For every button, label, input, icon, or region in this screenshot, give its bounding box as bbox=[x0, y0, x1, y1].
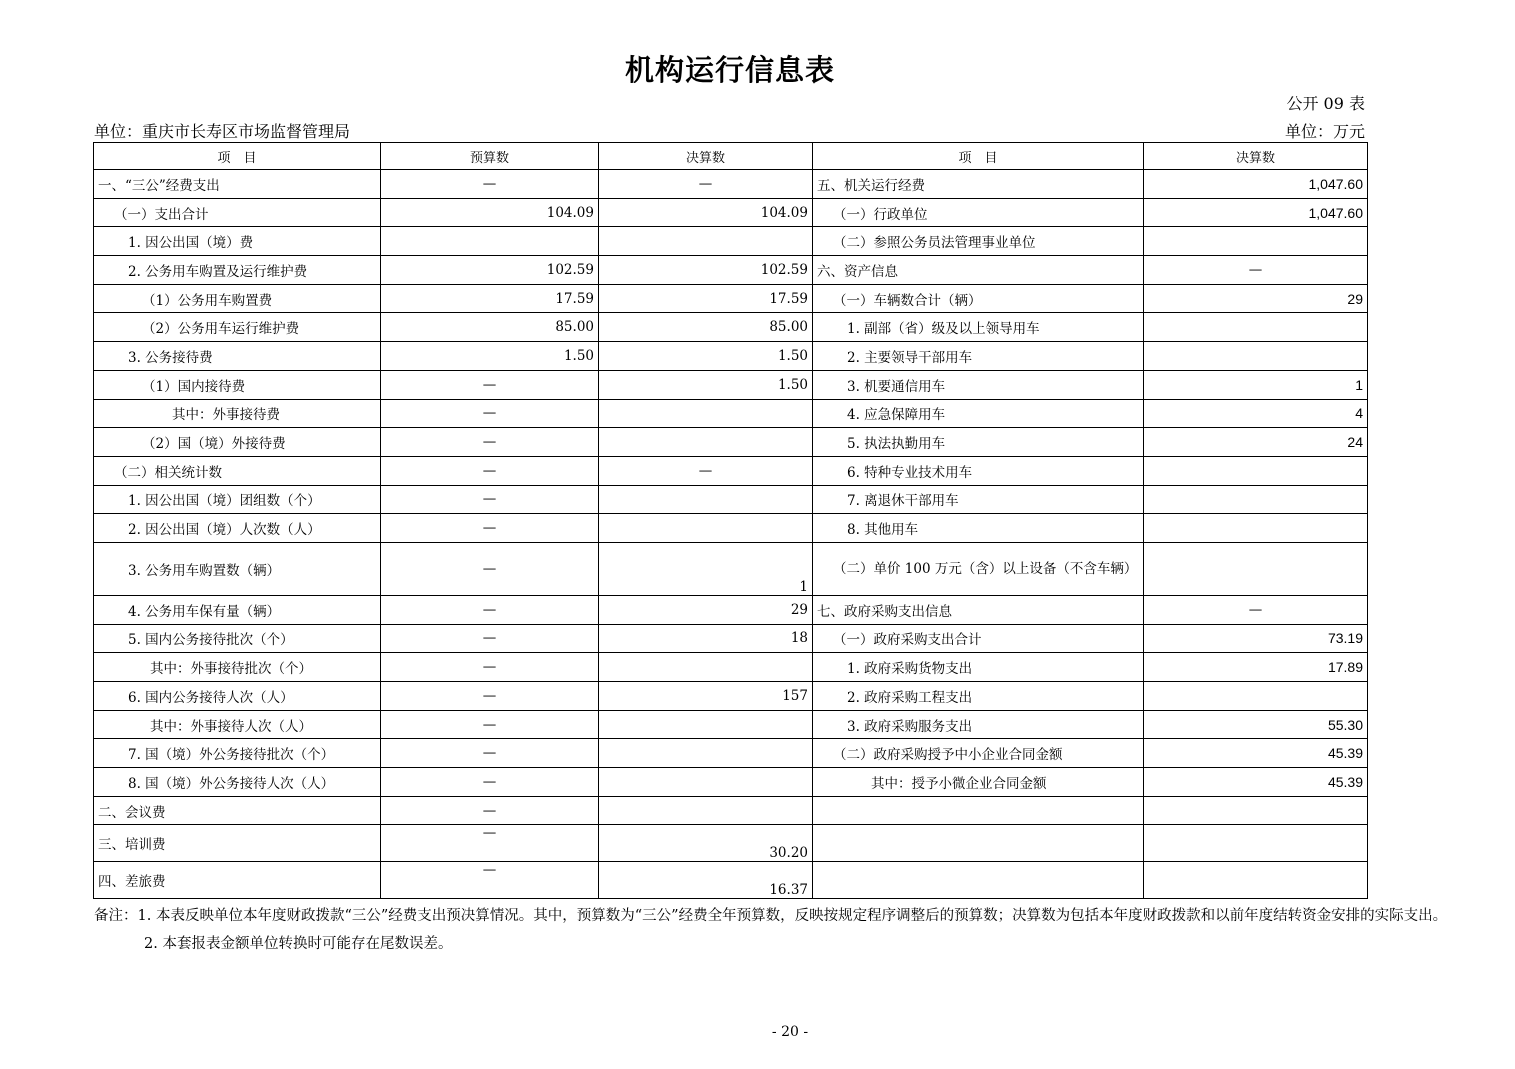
final-value-right bbox=[1144, 542, 1368, 595]
table-header-row bbox=[94, 143, 1368, 170]
item-label-right: 5. 执法执勤用车 bbox=[813, 428, 1144, 457]
item-label-right bbox=[813, 796, 1144, 825]
final-value bbox=[599, 227, 813, 256]
final-value: 17.59 bbox=[599, 284, 813, 313]
final-value bbox=[599, 796, 813, 825]
final-value-right bbox=[1144, 342, 1368, 371]
item-label-right: 3. 政府采购服务支出 bbox=[813, 710, 1144, 739]
table-row bbox=[94, 170, 1368, 199]
budget-value: — bbox=[381, 796, 599, 825]
item-label: 其中：外事接待批次（个） bbox=[94, 653, 381, 682]
table-row bbox=[94, 542, 1368, 595]
final-value bbox=[599, 710, 813, 739]
item-label: （二）相关统计数 bbox=[94, 456, 381, 485]
item-label: 1. 因公出国（境）费 bbox=[94, 227, 381, 256]
item-label-right: 1. 政府采购货物支出 bbox=[813, 653, 1144, 682]
final-value-right: 1 bbox=[1144, 370, 1368, 399]
table-row bbox=[94, 825, 1368, 862]
final-value-right: — bbox=[1144, 256, 1368, 285]
item-label: （1）国内接待费 bbox=[94, 370, 381, 399]
item-label: 4. 公务用车保有量（辆） bbox=[94, 595, 381, 624]
table-row bbox=[94, 768, 1368, 797]
table-row bbox=[94, 370, 1368, 399]
final-value-right: 73.19 bbox=[1144, 624, 1368, 653]
table-row bbox=[94, 653, 1368, 682]
organization-unit: 单位：重庆市长寿区市场监督管理局 bbox=[94, 122, 351, 141]
item-label: 2. 因公出国（境）人次数（人） bbox=[94, 514, 381, 543]
budget-value: — bbox=[381, 514, 599, 543]
item-label-right bbox=[813, 862, 1144, 899]
final-value-right: 45.39 bbox=[1144, 739, 1368, 768]
budget-value: — bbox=[381, 624, 599, 653]
item-label-right: 3. 机要通信用车 bbox=[813, 370, 1144, 399]
final-value bbox=[599, 739, 813, 768]
item-label: （1）公务用车购置费 bbox=[94, 284, 381, 313]
budget-value: — bbox=[381, 768, 599, 797]
header-budget: 预算数 bbox=[381, 143, 599, 170]
item-label: （2）国（境）外接待费 bbox=[94, 428, 381, 457]
final-value: 1.50 bbox=[599, 342, 813, 371]
item-label: 3. 公务接待费 bbox=[94, 342, 381, 371]
item-label-right: 2. 主要领导干部用车 bbox=[813, 342, 1144, 371]
header-item: 项 目 bbox=[94, 143, 381, 170]
final-value: 18 bbox=[599, 624, 813, 653]
operation-info-table bbox=[93, 142, 1368, 899]
final-value-right bbox=[1144, 456, 1368, 485]
note-2: 2. 本套报表金额单位转换时可能存在尾数误差。 bbox=[144, 936, 453, 952]
table-row bbox=[94, 399, 1368, 428]
budget-value: 102.59 bbox=[381, 256, 599, 285]
header-item-right: 项 目 bbox=[813, 143, 1144, 170]
budget-value: — bbox=[381, 825, 599, 862]
final-value: — bbox=[599, 170, 813, 199]
item-label-right: 2. 政府采购工程支出 bbox=[813, 682, 1144, 711]
budget-value: — bbox=[381, 542, 599, 595]
final-value bbox=[599, 768, 813, 797]
table-row bbox=[94, 284, 1368, 313]
item-label: 5. 国内公务接待批次（个） bbox=[94, 624, 381, 653]
final-value bbox=[599, 653, 813, 682]
item-label-right: （二）政府采购授予中小企业合同金额 bbox=[813, 739, 1144, 768]
item-label: 6. 国内公务接待人次（人） bbox=[94, 682, 381, 711]
final-value bbox=[599, 428, 813, 457]
final-value-right: 45.39 bbox=[1144, 768, 1368, 797]
budget-value: — bbox=[381, 682, 599, 711]
item-label-right: （一）政府采购支出合计 bbox=[813, 624, 1144, 653]
final-value-right: 24 bbox=[1144, 428, 1368, 457]
final-value: 102.59 bbox=[599, 256, 813, 285]
final-value-right bbox=[1144, 485, 1368, 514]
final-value bbox=[599, 485, 813, 514]
currency-unit: 单位：万元 bbox=[1284, 122, 1365, 141]
final-value-right: 1,047.60 bbox=[1144, 170, 1368, 199]
final-value-right bbox=[1144, 862, 1368, 899]
final-value bbox=[599, 514, 813, 543]
table-row bbox=[94, 256, 1368, 285]
budget-value: 104.09 bbox=[381, 198, 599, 227]
budget-value: — bbox=[381, 710, 599, 739]
item-label-right: （一）行政单位 bbox=[813, 198, 1144, 227]
final-value-right bbox=[1144, 682, 1368, 711]
item-label: 四、差旅费 bbox=[94, 862, 381, 899]
final-value: 1 bbox=[599, 542, 813, 595]
item-label-right: 4. 应急保障用车 bbox=[813, 399, 1144, 428]
item-label-right: 其中：授予小微企业合同金额 bbox=[813, 768, 1144, 797]
item-label-right: 7. 离退休干部用车 bbox=[813, 485, 1144, 514]
final-value-right bbox=[1144, 514, 1368, 543]
final-value: 85.00 bbox=[599, 313, 813, 342]
item-label: 三、培训费 bbox=[94, 825, 381, 862]
note-1: 备注：1. 本表反映单位本年度财政拨款“三公”经费支出预决算情况。其中，预算数为“三公”经费全年预算数，反映按规定程序调整后的预算数；决算数为包括本年度财政拨款和以前年度结转资金安排的实际支出。 bbox=[94, 908, 1448, 924]
table-row bbox=[94, 710, 1368, 739]
budget-value: 1.50 bbox=[381, 342, 599, 371]
table-row bbox=[94, 485, 1368, 514]
table-row bbox=[94, 862, 1368, 899]
final-value: 16.37 bbox=[599, 862, 813, 899]
item-label: 二、会议费 bbox=[94, 796, 381, 825]
table-row bbox=[94, 514, 1368, 543]
item-label-right: 8. 其他用车 bbox=[813, 514, 1144, 543]
final-value-right bbox=[1144, 825, 1368, 862]
final-value-right: 1,047.60 bbox=[1144, 198, 1368, 227]
final-value-right: 4 bbox=[1144, 399, 1368, 428]
notes bbox=[94, 902, 1464, 958]
item-label: 其中：外事接待费 bbox=[94, 399, 381, 428]
final-value: 157 bbox=[599, 682, 813, 711]
item-label-right: （二）单价 100 万元（含）以上设备（不含车辆） bbox=[813, 542, 1144, 595]
budget-value: — bbox=[381, 428, 599, 457]
final-value-right bbox=[1144, 313, 1368, 342]
item-label: 3. 公务用车购置数（辆） bbox=[94, 542, 381, 595]
item-label-right: 五、机关运行经费 bbox=[813, 170, 1144, 199]
table-row bbox=[94, 342, 1368, 371]
final-value: — bbox=[599, 456, 813, 485]
item-label: 7. 国（境）外公务接待批次（个） bbox=[94, 739, 381, 768]
budget-value: 85.00 bbox=[381, 313, 599, 342]
table-row bbox=[94, 796, 1368, 825]
final-value bbox=[599, 399, 813, 428]
page-number: - 20 - bbox=[771, 1024, 809, 1040]
item-label: （一）支出合计 bbox=[94, 198, 381, 227]
item-label-right bbox=[813, 825, 1144, 862]
table-row bbox=[94, 739, 1368, 768]
table-row bbox=[94, 428, 1368, 457]
table-row bbox=[94, 198, 1368, 227]
item-label-right: 七、政府采购支出信息 bbox=[813, 595, 1144, 624]
final-value-right bbox=[1144, 796, 1368, 825]
final-value: 104.09 bbox=[599, 198, 813, 227]
final-value: 29 bbox=[599, 595, 813, 624]
item-label: 2. 公务用车购置及运行维护费 bbox=[94, 256, 381, 285]
final-value: 1.50 bbox=[599, 370, 813, 399]
budget-value: — bbox=[381, 862, 599, 899]
budget-value: — bbox=[381, 456, 599, 485]
item-label-right: 1. 副部（省）级及以上领导用车 bbox=[813, 313, 1144, 342]
table-row bbox=[94, 227, 1368, 256]
item-label: （2）公务用车运行维护费 bbox=[94, 313, 381, 342]
final-value-right: 17.89 bbox=[1144, 653, 1368, 682]
final-value-right: 29 bbox=[1144, 284, 1368, 313]
budget-value: — bbox=[381, 399, 599, 428]
form-number: 公开 09 表 bbox=[1286, 94, 1365, 113]
item-label-right: 6. 特种专业技术用车 bbox=[813, 456, 1144, 485]
item-label-right: 六、资产信息 bbox=[813, 256, 1144, 285]
budget-value: — bbox=[381, 653, 599, 682]
item-label-right: （一）车辆数合计（辆） bbox=[813, 284, 1144, 313]
header-final-right: 决算数 bbox=[1144, 143, 1368, 170]
budget-value bbox=[381, 227, 599, 256]
table-row bbox=[94, 682, 1368, 711]
budget-value: — bbox=[381, 739, 599, 768]
table-row bbox=[94, 624, 1368, 653]
budget-value: — bbox=[381, 170, 599, 199]
budget-value: 17.59 bbox=[381, 284, 599, 313]
header-final: 决算数 bbox=[599, 143, 813, 170]
item-label: 8. 国（境）外公务接待人次（人） bbox=[94, 768, 381, 797]
budget-value: — bbox=[381, 370, 599, 399]
table-row bbox=[94, 595, 1368, 624]
budget-value: — bbox=[381, 485, 599, 514]
item-label-right: （二）参照公务员法管理事业单位 bbox=[813, 227, 1144, 256]
final-value-right bbox=[1144, 227, 1368, 256]
item-label: 一、“三公”经费支出 bbox=[94, 170, 381, 199]
final-value-right: — bbox=[1144, 595, 1368, 624]
item-label: 1. 因公出国（境）团组数（个） bbox=[94, 485, 381, 514]
item-label: 其中：外事接待人次（人） bbox=[94, 710, 381, 739]
page-title: 机构运行信息表 bbox=[624, 53, 835, 87]
final-value-right: 55.30 bbox=[1144, 710, 1368, 739]
table-row bbox=[94, 313, 1368, 342]
final-value: 30.20 bbox=[599, 825, 813, 862]
budget-value: — bbox=[381, 595, 599, 624]
table-row bbox=[94, 456, 1368, 485]
